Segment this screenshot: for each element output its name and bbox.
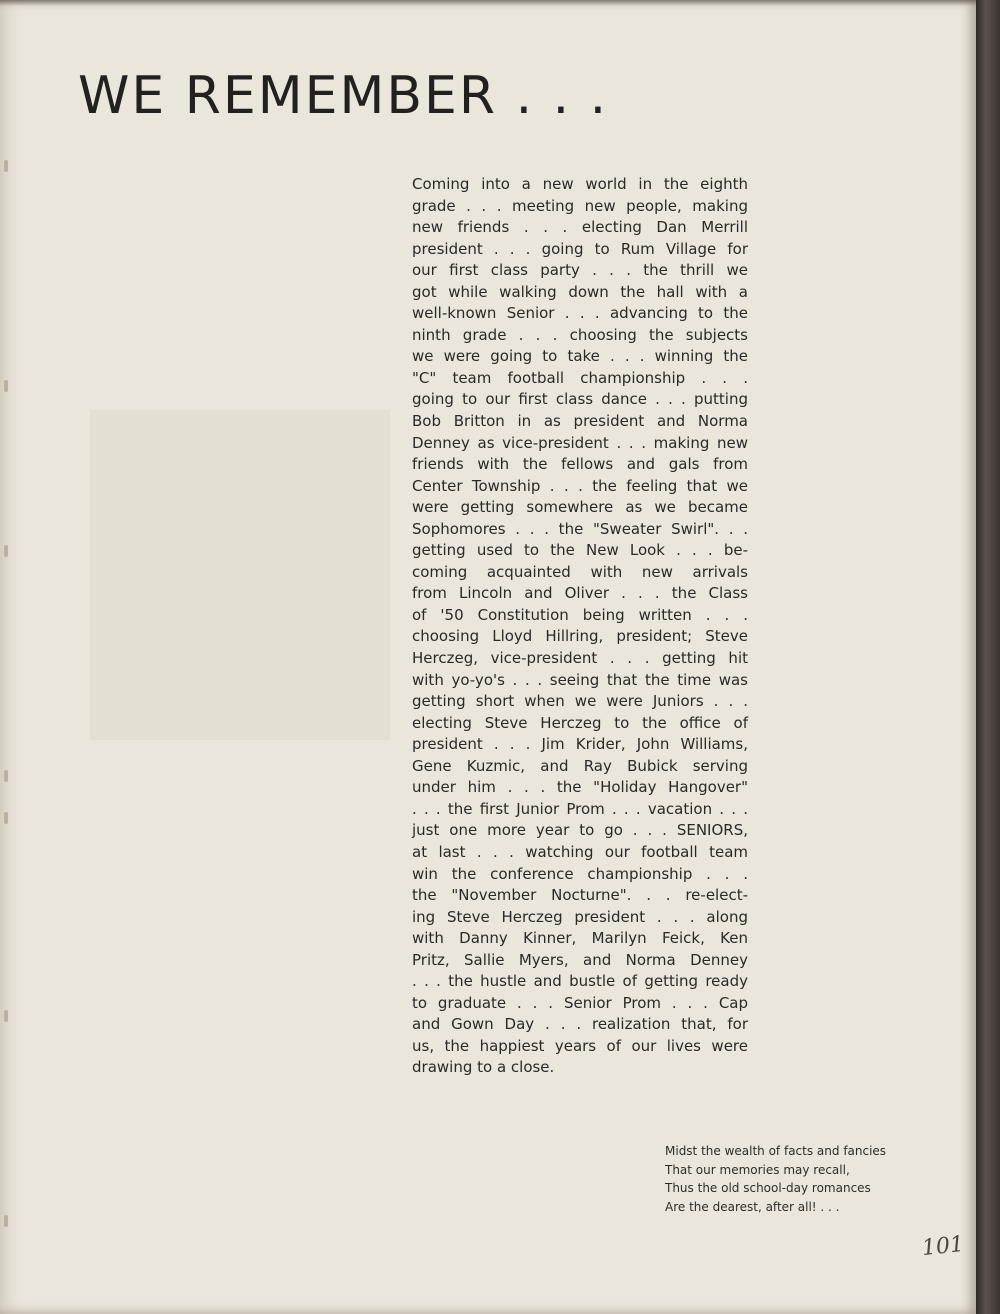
paragraph-line: us, the happiest years of our lives were [412, 1036, 748, 1055]
paragraph-line: with Danny Kinner, Marilyn Feick, Ken [412, 929, 748, 948]
closing-poem [665, 1142, 886, 1216]
paragraph-line: grade . . . meeting new people, making [412, 196, 748, 215]
paragraph-line: getting used to the New Look . . . be- [412, 541, 748, 560]
page-top-shadow [0, 0, 976, 6]
paragraph-line: well-known Senior . . . advancing to the [412, 304, 748, 323]
paragraph-line: with yo-yo's . . . seeing that the time was [412, 670, 748, 689]
paragraph-line: president . . . Jim Krider, John Williams, [412, 735, 748, 754]
paragraph-line: Gene Kuzmic, and Ray Bubick serving [412, 756, 748, 775]
paragraph-line: and Gown Day . . . realization that, for [412, 1015, 748, 1034]
binding-stitch [4, 545, 8, 557]
poem-line: Thus the old school-day romances [665, 1181, 871, 1195]
poem-line: That our memories may recall, [665, 1162, 850, 1177]
paragraph-line: Sophomores . . . the "Sweater Swirl". . . [412, 519, 748, 538]
page-title: WE REMEMBER . . . [78, 66, 609, 126]
paragraph-line: at last . . . watching our football team [412, 842, 748, 861]
faded-photo-area [90, 410, 390, 740]
paragraph-line: friends with the fellows and gals from [412, 455, 748, 474]
page-number: 101 [920, 1231, 966, 1262]
paragraph-line: president . . . going to Rum Village for [412, 239, 748, 258]
paragraph-line: of '50 Constitution being written . . . [412, 605, 748, 624]
paragraph-line: Center Township . . . the feeling that we [412, 476, 748, 495]
book-edge [976, 0, 1000, 1314]
paragraph-line: going to our first class dance . . . putting [412, 390, 748, 409]
paragraph-line: "C" team football championship . . . [412, 368, 748, 387]
paragraph-line: the "November Nocturne". . . re-elect- [412, 886, 748, 905]
paragraph-line: Pritz, Sallie Myers, and Norma Denney [412, 950, 748, 969]
paragraph-line: new friends . . . electing Dan Merrill [412, 218, 748, 237]
paragraph-line: . . . the hustle and bustle of getting ready [412, 972, 748, 991]
binding-stitch [4, 160, 8, 172]
paragraph-line: under him . . . the "Holiday Hangover" [412, 778, 748, 797]
paragraph-line: drawing to a close. [412, 1058, 555, 1077]
paragraph-line: we were going to take . . . winning the [412, 347, 748, 366]
binding-stitch [4, 1215, 8, 1227]
paragraph-line: coming acquainted with new arrivals [412, 562, 748, 581]
paragraph-line: win the conference championship . . . [412, 864, 748, 883]
paragraph-line: ing Steve Herczeg president . . . along [412, 907, 748, 926]
paragraph-line: electing Steve Herczeg to the office of [412, 713, 748, 732]
paragraph-line: Bob Britton in as president and Norma [412, 412, 748, 431]
memories-paragraph [412, 174, 748, 1079]
binding-stitch [4, 1010, 8, 1022]
paragraph-line: to graduate . . . Senior Prom . . . Cap [412, 993, 748, 1012]
paragraph-line: our first class party . . . the thrill we [412, 261, 748, 280]
paragraph-line: just one more year to go . . . SENIORS, [412, 821, 748, 840]
binding-stitch [4, 770, 8, 782]
paragraph-line: Herczeg, vice-president . . . getting hit [412, 649, 748, 668]
poem-line: Are the dearest, after all! . . . [665, 1199, 840, 1214]
binding-stitch [4, 380, 8, 392]
paragraph-line: from Lincoln and Oliver . . . the Class [412, 584, 748, 603]
paragraph-line: ninth grade . . . choosing the subjects [412, 325, 748, 344]
poem-line: Midst the wealth of facts and fancies [665, 1144, 887, 1158]
paragraph-line: . . . the first Junior Prom . . . vacation . . . [412, 799, 748, 818]
paragraph-line: got while walking down the hall with a [412, 282, 748, 301]
paragraph-line: were getting somewhere as we became [412, 498, 748, 517]
paragraph-line: getting short when we were Juniors . . . [412, 692, 748, 711]
binding-stitch [4, 812, 8, 824]
paragraph-line: Denney as vice-president . . . making new [412, 433, 748, 452]
paragraph-line: Coming into a new world in the eighth [412, 175, 748, 193]
paragraph-line: choosing Lloyd Hillring, president; Steve [412, 627, 748, 646]
